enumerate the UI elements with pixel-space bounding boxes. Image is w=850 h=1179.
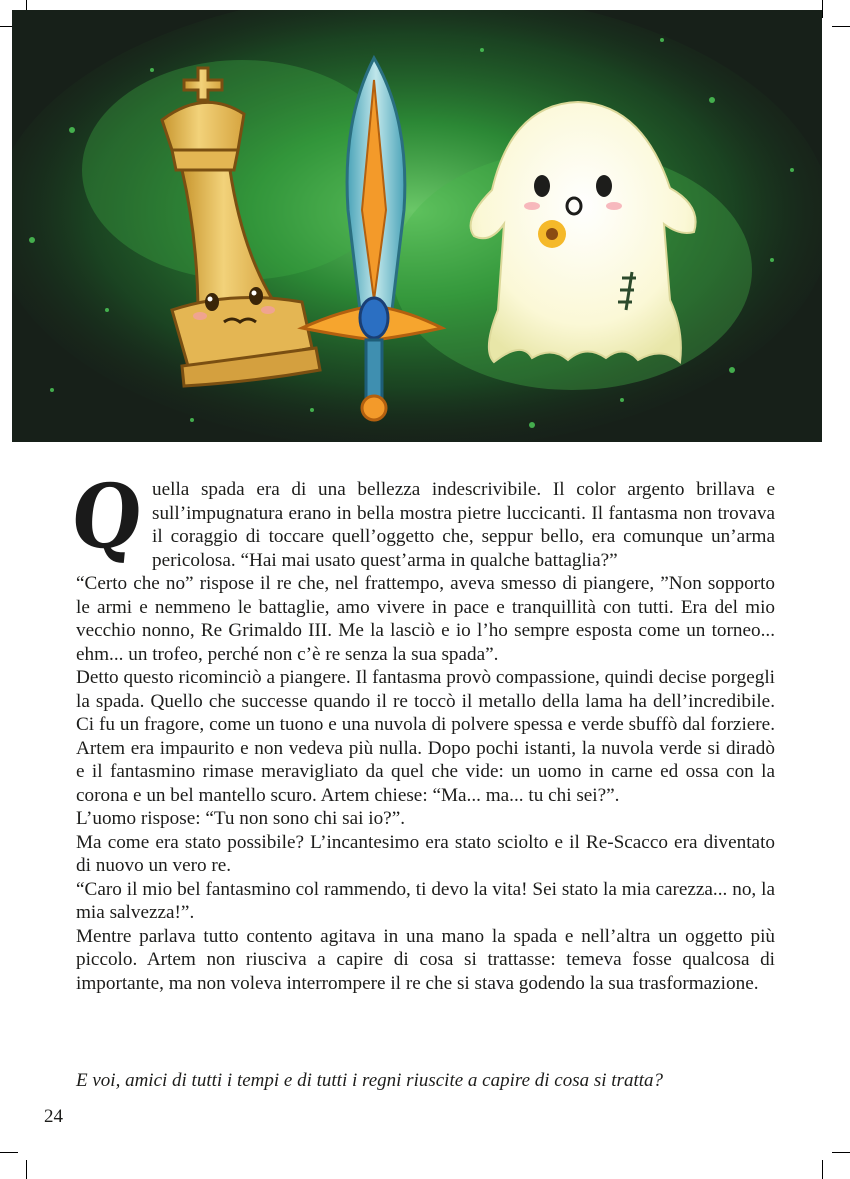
story-paragraph: Mentre parlava tutto contento agitava in una mano la spada e nell’altra un oggetto più piccolo. Artem non riusciva a capire di cosa si trattasse: temeva fosse qualcosa di importante, ma non voleva interrompere il re che si stava godendo la sua trasformazione. xyxy=(76,925,775,994)
story-paragraph: Detto questo ricominciò a piangere. Il fantasma provò compassione, quindi decise porgegli la spada. Quello che successe quando il re toccò il metallo della lama ha dell’incredibile. Ci fu un fragore, come un tuono e una nuvola di polvere spessa e verde sbuffò dal forziere. Artem era impaurito e non vedeva più nulla. Dopo pochi istanti, la nuvola verde si diradò e il fantasmino rimase meravigliato da quel che vide: un uomo in carne ed ossa con la corona e un bel mantello scuro. Artem chiese: “Ma... ma... tu chi sei?”. xyxy=(76,667,775,806)
story-text xyxy=(67,464,775,995)
story-paragraph: “Certo che no” rispose il re che, nel frattempo, aveva smesso di piangere, ”Non sopporto le armi e nemmeno le battaglie, amo vivere in pace e tranquillità con tutti. Era del mio vecchio nonno, Re Grimaldo III. Me la lasciò e io l’ho sempre esposta come un torneo... ehm... un trofeo, perché non c’è re senza la sua spada”. xyxy=(76,573,775,665)
story-illustration xyxy=(12,10,822,442)
crop-mark-bottom-left-h xyxy=(0,1152,18,1153)
closing-question: E voi, amici di tutti i tempi e di tutti i regni riuscite a capire di cosa si tratta? xyxy=(76,1070,664,1091)
crop-mark-top-right-v xyxy=(822,0,823,18)
drop-cap: Q xyxy=(67,464,147,568)
crop-mark-top-right-h xyxy=(832,26,850,27)
story-paragraph: L’uomo rispose: “Tu non sono chi sai io?”. xyxy=(76,808,406,829)
crop-mark-bottom-right-h xyxy=(832,1152,850,1153)
story-paragraph: uella spada era di una bellezza indescrivibile. Il color argento brillava e sull’impugnatura erano in bella mostra pietre luccicanti. Il fantasma non trovava il coraggio di toccare quell’oggetto che, seppur bello, era comunque un’arma pericolosa. “Hai mai usato quest’arma in qualche battaglia?” xyxy=(152,479,775,571)
story-paragraph: “Caro il mio bel fantasmino col rammendo, ti devo la vita! Sei stato la mia carezza... no, la mia salvezza!”. xyxy=(76,878,775,923)
story-paragraph: Ma come era stato possibile? L’incantesimo era stato sciolto e il Re-Scacco era diventato di nuovo un vero re. xyxy=(76,831,775,876)
illustration-svg xyxy=(12,10,822,442)
crop-mark-bottom-right-v xyxy=(822,1160,823,1179)
crop-mark-bottom-left-v xyxy=(26,1160,27,1179)
page-number: 24 xyxy=(44,1106,63,1127)
